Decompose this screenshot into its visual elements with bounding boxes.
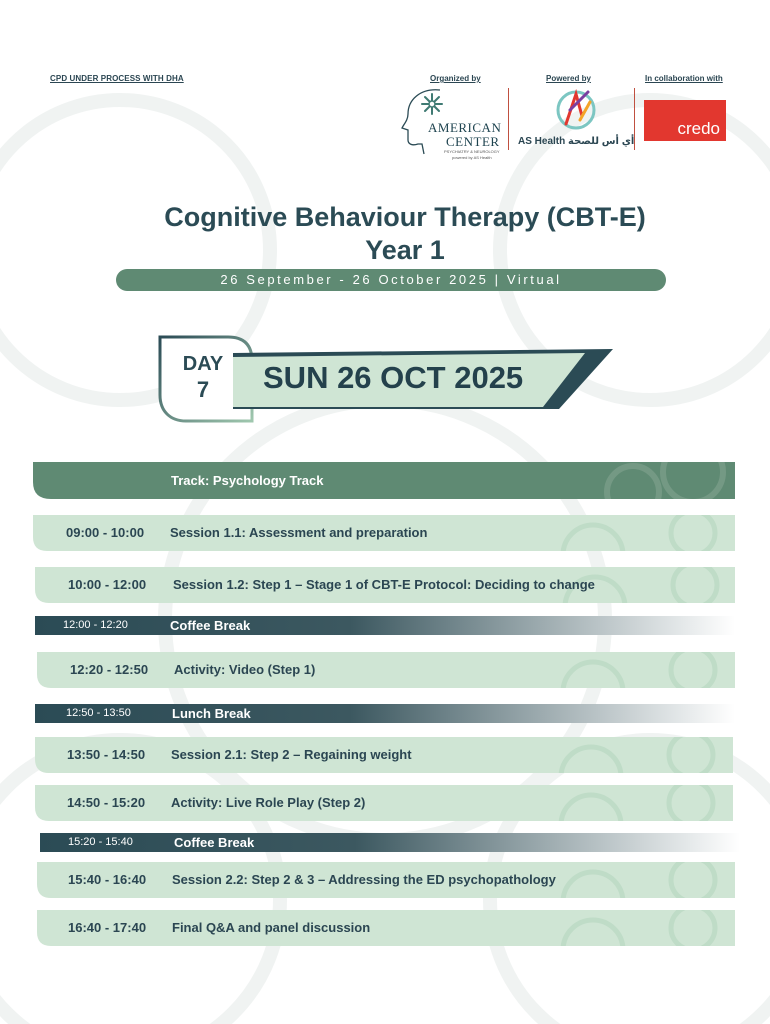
page-title: Cognitive Behaviour Therapy (CBT-E)	[164, 202, 646, 232]
break-shape	[35, 616, 735, 635]
break-label: Coffee Break	[174, 835, 255, 850]
break-shape	[35, 704, 735, 723]
row-time: 15:40 - 16:40	[68, 872, 147, 887]
organizer-name-line1: AMERICAN	[428, 120, 502, 135]
schedule-row	[37, 910, 735, 946]
cpd-note: CPD UNDER PROCESS WITH DHA	[50, 74, 184, 83]
break-label: Coffee Break	[170, 618, 251, 633]
break-row	[35, 704, 735, 723]
track-bar-shape	[33, 462, 735, 499]
break-shape	[40, 833, 740, 852]
powered-name: AS Health أي أس للصحة	[518, 136, 635, 147]
row-label: Session 1.1: Assessment and preparation	[170, 525, 428, 540]
row-label: Final Q&A and panel discussion	[172, 920, 371, 935]
row-label: Session 2.2: Step 2 & 3 – Addressing the ED psychopathology	[172, 872, 556, 887]
schedule-row	[35, 737, 733, 773]
row-time: 13:50 - 14:50	[67, 747, 146, 762]
organizer-subtitle: PSYCHIATRY & NEUROLOGY	[444, 149, 500, 154]
break-time: 12:00 - 12:20	[63, 619, 128, 631]
day-date: SUN 26 OCT 2025	[263, 360, 524, 395]
row-time: 14:50 - 15:20	[67, 795, 146, 810]
row-label: Session 2.1: Step 2 – Regaining weight	[171, 747, 412, 762]
break-time: 12:50 - 13:50	[66, 707, 131, 719]
schedule-row	[35, 785, 733, 821]
break-label: Lunch Break	[172, 706, 251, 721]
organized-by-label: Organized by	[430, 74, 481, 83]
credo-logo	[644, 100, 726, 141]
row-time: 16:40 - 17:40	[68, 920, 147, 935]
organizer-name-line2: CENTER	[446, 134, 500, 149]
row-label: Activity: Video (Step 1)	[174, 662, 316, 677]
credo-name: credo	[677, 119, 720, 138]
event-dates: 26 September - 26 October 2025 | Virtual	[116, 269, 666, 291]
day-number: 7	[196, 377, 210, 402]
row-time: 10:00 - 12:00	[68, 577, 147, 592]
powered-by-label: Powered by	[546, 74, 591, 83]
row-time: 09:00 - 10:00	[66, 525, 145, 540]
collaboration-label: In collaboration with	[645, 74, 723, 83]
day-label: DAY	[182, 353, 224, 375]
schedule-row	[37, 862, 735, 898]
schedule-row	[37, 652, 735, 688]
track-label: Track: Psychology Track	[171, 473, 324, 488]
break-time: 15:20 - 15:40	[68, 836, 133, 848]
track-header	[33, 462, 735, 499]
as-health-logo	[518, 86, 635, 152]
schedule-row	[33, 515, 735, 551]
row-time: 12:20 - 12:50	[70, 662, 149, 677]
as-health-mark-icon	[518, 86, 626, 134]
american-center-logo	[400, 86, 504, 162]
schedule-row	[35, 567, 735, 603]
page-subtitle: Year 1	[365, 235, 445, 265]
row-label: Session 1.2: Step 1 – Stage 1 of CBT-E Protocol: Deciding to change	[173, 577, 595, 592]
break-row	[40, 833, 740, 852]
row-label: Activity: Live Role Play (Step 2)	[171, 795, 366, 810]
organizer-powered: powered by AS Health	[452, 155, 492, 160]
divider	[508, 88, 509, 150]
break-row	[35, 616, 735, 635]
